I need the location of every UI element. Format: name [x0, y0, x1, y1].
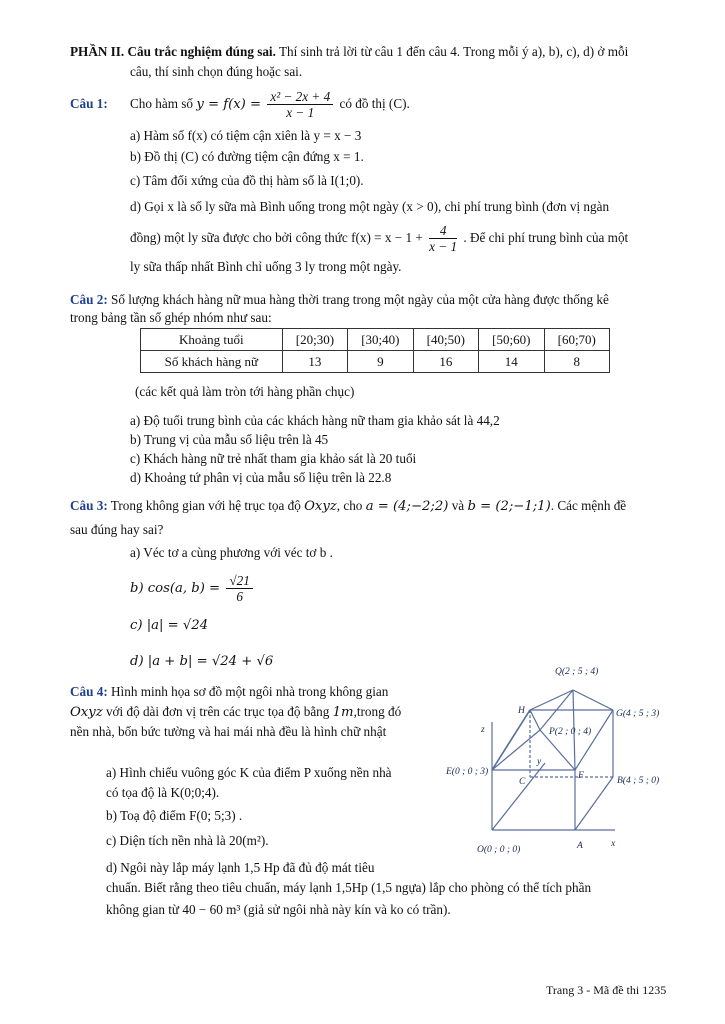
page-footer: Trang 3 - Mã đề thi 1235 — [546, 983, 667, 997]
q3-option-a: a) Véc tơ a cùng phương với véc tơ b . — [130, 545, 333, 560]
q3-option-c: c) |a| = √24 — [130, 618, 209, 633]
table-cell: Khoảng tuổi — [141, 329, 283, 351]
axis-label-y: y — [537, 757, 542, 767]
q3-label: Câu 3: — [70, 498, 108, 513]
table-cell: [50;60) — [479, 329, 544, 351]
q3-stem-line2: sau đúng hay sai? — [70, 522, 164, 537]
q4-stem-line2: Oxyz với độ dài đơn vị trên các trục tọa độ bằng 1m,trong đó — [70, 704, 402, 720]
q4-label: Câu 4: — [70, 684, 108, 699]
q4-stem-line1: Câu 4: Hình minh họa sơ đồ một ngôi nhà trong không gian — [70, 684, 389, 699]
point-label-g: G(4 ; 5 ; 3) — [616, 709, 660, 719]
q1-d-fraction: $\frac{4}{x - 1}$ — [429, 223, 458, 255]
table-cell: 8 — [544, 351, 610, 373]
q1-func-fraction — [267, 89, 333, 120]
q1-func-num: x² − 2x + 4 — [267, 89, 333, 105]
q2-option-d: d) Khoảng tứ phân vị của mẫu số liệu trên là 22.8 — [130, 470, 392, 485]
point-label-a: A — [577, 841, 583, 851]
q3-option-d: d) |a + b| = √24 + √6 — [130, 654, 274, 669]
vector-b: b = (2;−1;1) — [467, 499, 551, 514]
q1-option-d-line1: d) Gọi x là số ly sữa mà Bình uống trong một ngày (x > 0), chi phí trung bình (đơn vị ngàn — [130, 199, 610, 214]
q1-func-lhs: y = f(x) = — [196, 97, 262, 112]
q1-stem: Cho hàm số y = f(x) = $\frac{\text{x² − 2x + 4}}{x - 1}$ có đồ thị (C). — [130, 89, 410, 121]
q2-label: Câu 2: — [70, 292, 108, 307]
q2-option-c: c) Khách hàng nữ trẻ nhất tham gia khảo sát là 20 tuổi — [130, 451, 417, 466]
q3-stem-line1: Câu 3: Trong không gian với hệ trục tọa độ Oxyz, cho a = (4;−2;2) và b = (2;−1;1). Các mệnh đề — [70, 498, 627, 514]
vector-a: a = (4;−2;2) — [365, 499, 449, 514]
axis-label-z: z — [481, 725, 485, 735]
part-intro-2: câu, thí sinh chọn đúng hoặc sai. — [130, 64, 303, 79]
q4-option-a-line2: có tọa độ là K(0;0;4). — [106, 785, 220, 800]
q4-stem-line3: nền nhà, bốn bức tường và hai mái nhà đều là hình chữ nhật — [70, 724, 387, 739]
frequency-table — [140, 328, 610, 373]
q1-option-d-line3: ly sữa thấp nhất Bình chỉ uống 3 ly trong một ngày. — [130, 259, 402, 274]
point-label-c: C — [519, 777, 526, 787]
q1-option-c: c) Tâm đối xứng của đồ thị hàm số là I(1;0). — [130, 173, 364, 188]
table-header-row — [141, 329, 610, 351]
q3-option-b: b) cos(a, b) = $\frac{√21}{6}$ — [130, 570, 256, 607]
part-title: PHẦN II. Câu trắc nghiệm đúng sai. — [70, 44, 276, 59]
q1-label: Câu 1: — [70, 96, 108, 111]
house-diagram — [445, 660, 705, 860]
table-cell: 13 — [282, 351, 347, 373]
point-label-f: F — [578, 771, 584, 781]
q1-option-b: b) Đồ thị (C) có đường tiệm cận đứng x = 1. — [130, 149, 364, 164]
point-label-q: Q(2 ; 5 ; 4) — [555, 667, 599, 677]
part-heading — [70, 44, 628, 60]
point-label-e: E(0 ; 0 ; 3) — [446, 767, 489, 777]
table-cell: [40;50) — [413, 329, 478, 351]
point-label-b: B(4 ; 5 ; 0) — [617, 776, 660, 786]
q1-option-d-line2: đồng) một ly sữa được cho bởi công thức f(x) = x − 1 + $\frac{4}{x - 1}$ . Để chi phí trung bình của một — [130, 223, 629, 255]
q4-option-a-line1: a) Hình chiếu vuông góc K của điểm P xuống nền nhà — [106, 765, 392, 780]
q4-option-d-line2: chuẩn. Biết rằng theo tiêu chuẩn, máy lạnh 1,5Hp (1,5 ngựa) lắp cho phòng có thể tích phần — [106, 880, 592, 895]
table-cell: 9 — [348, 351, 413, 373]
table-row — [141, 351, 610, 373]
table-cell: [20;30) — [282, 329, 347, 351]
table-cell: 14 — [479, 351, 544, 373]
q4-option-d-line3: không gian từ 40 − 60 m³ (giả sử ngôi nhà này kín và ko có trần). — [106, 902, 451, 917]
table-cell: Số khách hàng nữ — [141, 351, 283, 373]
q4-option-b: b) Toạ độ điểm F(0; 5;3) . — [106, 808, 243, 823]
q2-note: (các kết quả làm tròn tới hàng phần chục) — [135, 384, 355, 399]
table-cell: [30;40) — [348, 329, 413, 351]
q2-stem-line2: trong bảng tần số ghép nhóm như sau: — [70, 310, 272, 325]
table-cell: 16 — [413, 351, 478, 373]
q2-option-a: a) Độ tuổi trung bình của các khách hàng nữ tham gia khảo sát là 44,2 — [130, 413, 500, 428]
part-intro-1: Thí sinh trả lời từ câu 1 đến câu 4. Trong mỗi ý a), b), c), d) ở mỗi — [278, 44, 629, 59]
q2-stem-line1: Câu 2: Số lượng khách hàng nữ mua hàng thời trang trong một ngày của một cửa hàng được thống kê — [70, 292, 609, 307]
q1-option-a: a) Hàm số f(x) có tiệm cận xiên là y = x − 3 — [130, 128, 362, 143]
q2-option-b: b) Trung vị của mẫu số liệu trên là 45 — [130, 432, 329, 447]
q1-func-den: x − 1 — [286, 105, 315, 121]
point-label-o: O(0 ; 0 ; 0) — [477, 845, 521, 855]
axis-label-x: x — [611, 839, 616, 849]
q4-option-c: c) Diện tích nền nhà là 20(m²). — [106, 833, 269, 848]
table-cell: [60;70) — [544, 329, 610, 351]
point-label-h: H — [518, 706, 525, 716]
point-label-p: P(2 ; 0 ; 4) — [549, 727, 592, 737]
q3-b-fraction: $\frac{√21}{6}$ — [226, 573, 252, 604]
q4-option-d-line1: d) Ngôi này lắp máy lạnh 1,5 Hp đã đủ độ mát tiêu — [106, 860, 375, 875]
